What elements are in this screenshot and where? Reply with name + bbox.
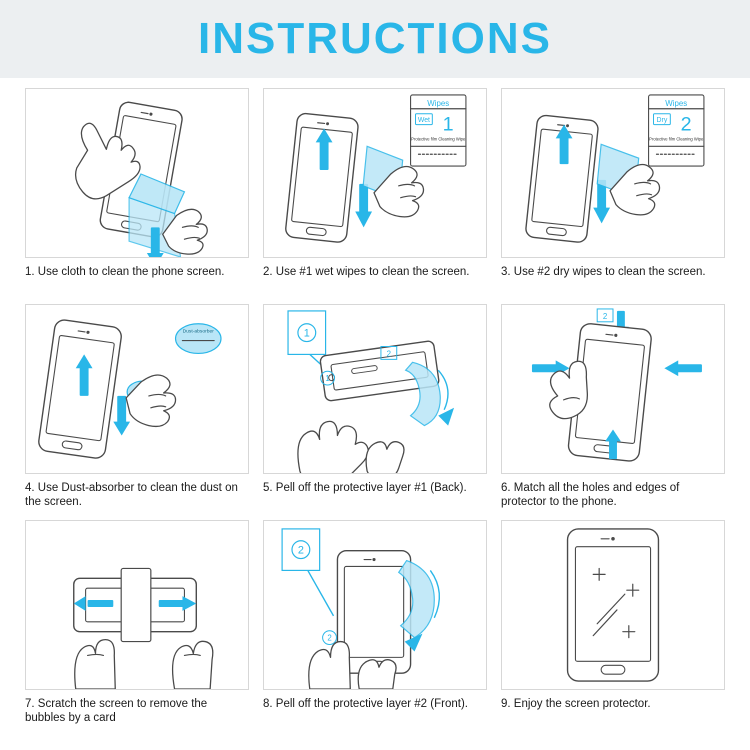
- step-caption-7: 7. Scratch the screen to remove the bubbles by a card: [25, 698, 208, 725]
- step-illustration-5: [263, 304, 487, 474]
- step-cell-2: [263, 88, 487, 296]
- step-illustration-8: [263, 520, 487, 690]
- step-caption-1: 1. Use cloth to clean the phone screen.: [25, 266, 225, 278]
- steps-grid: [25, 88, 725, 728]
- step-caption-9: 9. Enjoy the screen protector.: [501, 698, 651, 710]
- step-cell-6: [501, 304, 725, 512]
- step-caption-8: 8. Pell off the protective layer #2 (Front).: [263, 698, 468, 710]
- svg-text:1: 1: [442, 113, 454, 136]
- svg-text:Protective film Cleaning Wipe: Protective film Cleaning Wipe: [649, 136, 704, 142]
- step-illustration-3: [501, 88, 725, 258]
- svg-text:2: 2: [602, 311, 608, 321]
- step-caption-3: 3. Use #2 dry wipes to clean the screen.: [501, 266, 706, 278]
- poster-header: [0, 0, 750, 78]
- svg-text:1: 1: [303, 327, 310, 340]
- svg-text:1: 1: [325, 374, 330, 384]
- step-cell-5: [263, 304, 487, 512]
- step-cell-3: [501, 88, 725, 296]
- step-illustration-4: [25, 304, 249, 474]
- step-cell-9: [501, 520, 725, 728]
- dust-absorber-label: Dust-absorber: [182, 329, 214, 335]
- svg-text:Protective film Cleaning Wipe: Protective film Cleaning Wipe: [411, 136, 466, 142]
- svg-text:2: 2: [297, 544, 304, 557]
- svg-text:Wet: Wet: [417, 117, 430, 125]
- svg-text:2: 2: [386, 349, 392, 359]
- step-illustration-1: [25, 88, 249, 258]
- svg-text:2: 2: [680, 113, 692, 136]
- step-illustration-6: [501, 304, 725, 474]
- step-caption-4: 4. Use Dust-absorber to clean the dust on the screen.: [25, 482, 238, 509]
- step-caption-6: 6. Match all the holes and edges of protector to the phone.: [501, 482, 680, 509]
- step-caption-2: 2. Use #1 wet wipes to clean the screen.: [263, 266, 470, 278]
- step-cell-1: [25, 88, 249, 296]
- step-cell-8: [263, 520, 487, 728]
- svg-text:2: 2: [327, 633, 332, 643]
- step-illustration-9: [501, 520, 725, 690]
- page-title: INSTRUCTIONS: [198, 14, 552, 63]
- packet-title-3: Wipes: [665, 98, 688, 108]
- step-caption-5: 5. Pell off the protective layer #1 (Back).: [263, 482, 467, 494]
- step-cell-4: [25, 304, 249, 512]
- svg-text:Dry: Dry: [656, 117, 668, 125]
- packet-title-2: Wipes: [427, 98, 450, 108]
- step-illustration-7: [25, 520, 249, 690]
- step-cell-7: [25, 520, 249, 728]
- step-illustration-2: [263, 88, 487, 258]
